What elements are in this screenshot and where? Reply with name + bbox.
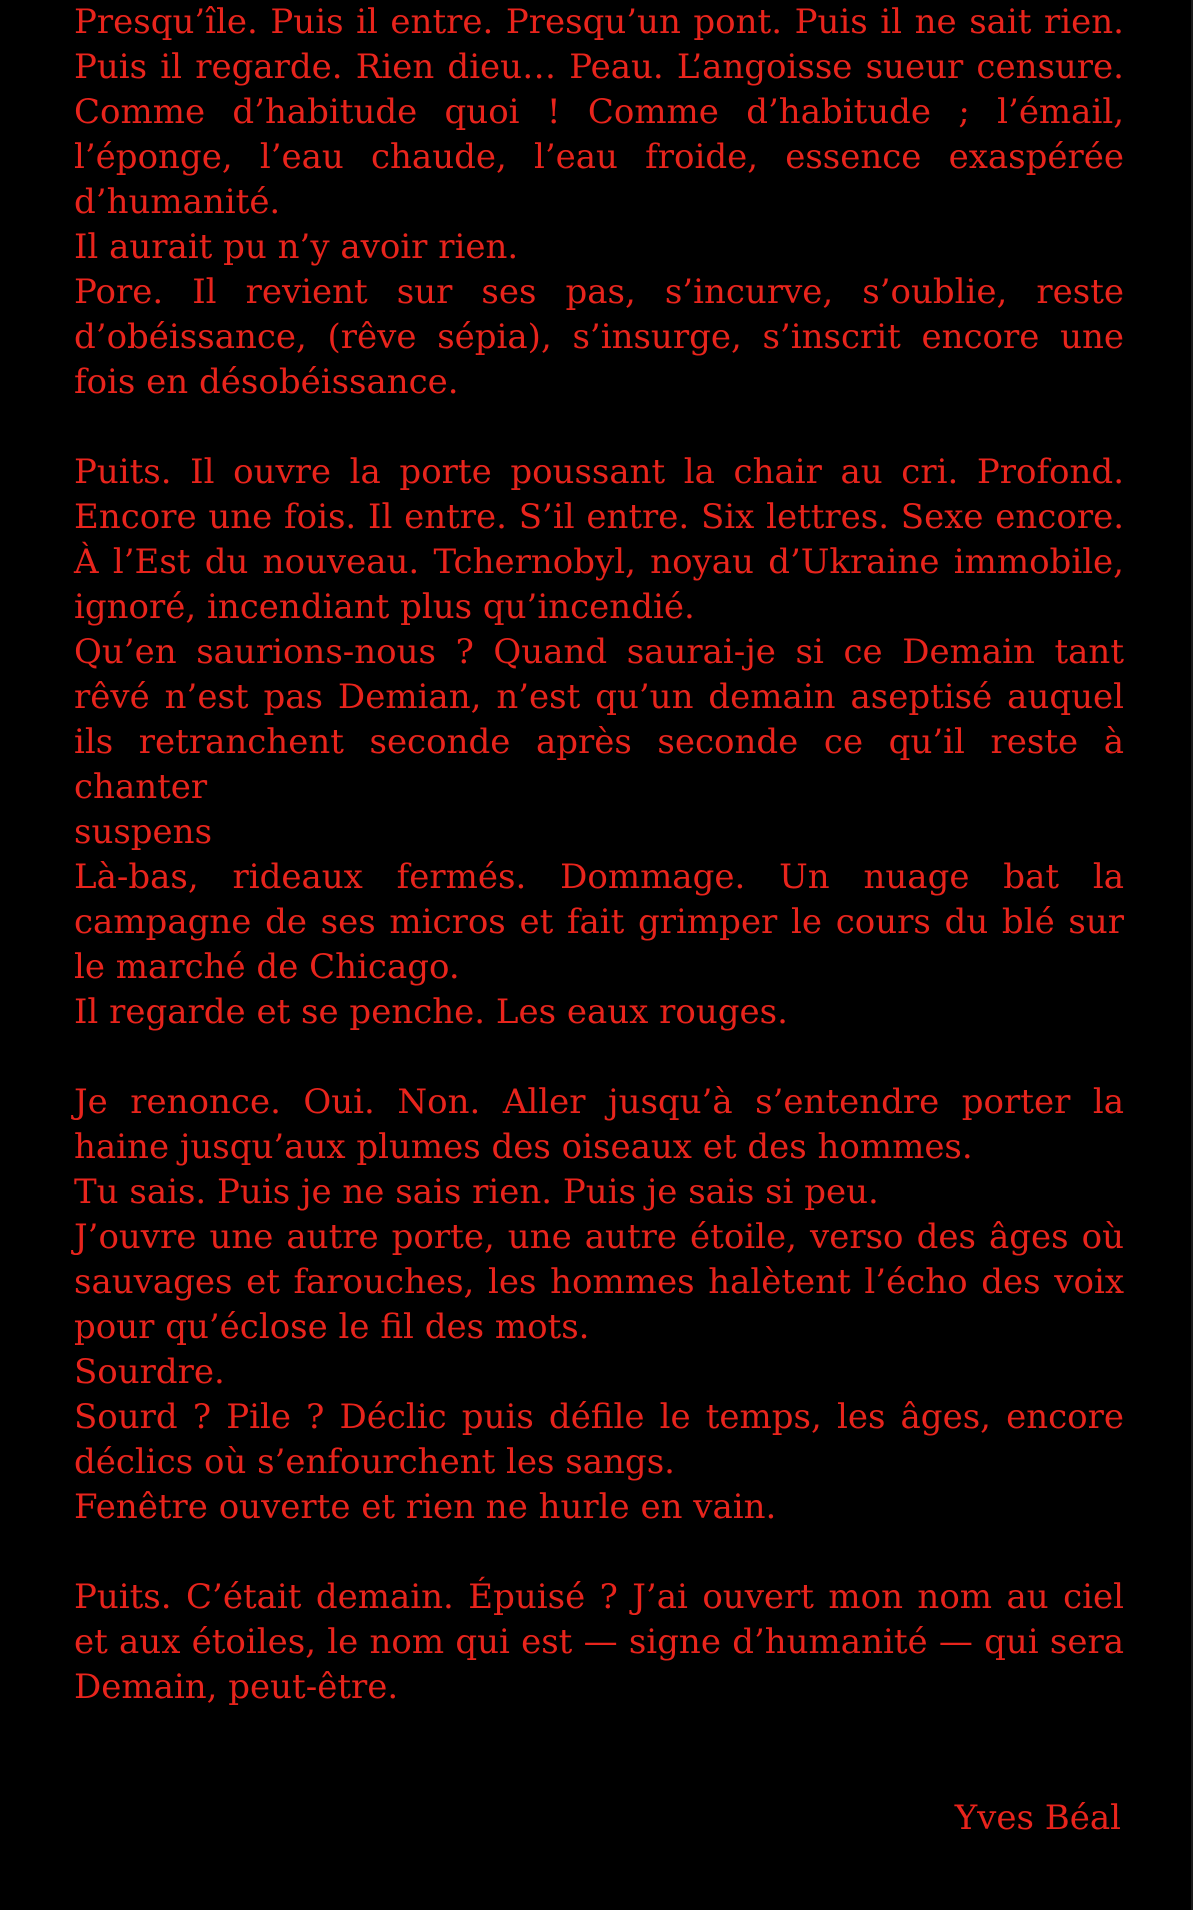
poem-paragraph: Je renonce. Oui. Non. Aller jusqu’à s’entendre porter la haine jusqu’aux plumes des oiseaux et des hommes.	[74, 1082, 1124, 1167]
poem-paragraph: suspens	[74, 812, 213, 852]
poem-paragraph: Il regarde et se penche. Les eaux rouges.	[74, 992, 788, 1032]
author-signature: Yves Béal	[954, 1798, 1121, 1838]
poem-paragraph: Presqu’île. Puis il entre. Presqu’un pont. Puis il ne sait rien. Puis il regarde. Rien dieu… Peau. L’angoisse sueur censure. Comme d’habitude quoi ! Comme d’habitude ; l’émail, l’éponge, l’eau chaude, l’eau froide, essence exaspérée d’humanité.	[74, 2, 1124, 222]
poem-paragraph: Tu sais. Puis je ne sais rien. Puis je sais si peu.	[74, 1172, 879, 1212]
stanza-break	[74, 1530, 1124, 1575]
stanza-break	[74, 1035, 1124, 1080]
stanza-break	[74, 405, 1124, 450]
poem-paragraph: Sourd ? Pile ? Déclic puis défile le temps, les âges, encore déclics où s’enfourchent les sangs.	[74, 1397, 1124, 1482]
poem-paragraph: Là-bas, rideaux fermés. Dommage. Un nuage bat la campagne de ses micros et fait grimper le cours du blé sur le marché de Chicago.	[74, 857, 1124, 987]
poem-paragraph: Qu’en saurions-nous ? Quand saurai-je si ce Demain tant rêvé n’est pas Demian, n’est qu’un demain aseptisé auquel ils retranchent seconde après seconde ce qu’il reste à chanter	[74, 632, 1124, 807]
poem-paragraph: Il aurait pu n’y avoir rien.	[74, 227, 519, 267]
poem-paragraph: Puits. C’était demain. Épuisé ? J’ai ouvert mon nom au ciel et aux étoiles, le nom qui est — signe d’humanité — qui sera Demain, peut-être.	[74, 1577, 1124, 1707]
poem-paragraph: Sourdre.	[74, 1352, 225, 1392]
poem-body	[74, 0, 1124, 1710]
poem-paragraph: Fenêtre ouverte et rien ne hurle en vain.	[74, 1487, 777, 1527]
poem-paragraph: Pore. Il revient sur ses pas, s’incurve, s’oublie, reste d’obéissance, (rêve sépia), s’insurge, s’inscrit encore une fois en désobéissance.	[74, 272, 1124, 402]
poem-paragraph: J’ouvre une autre porte, une autre étoile, verso des âges où sauvages et farouches, les hommes halètent l’écho des voix pour qu’éclose le fil des mots.	[74, 1217, 1124, 1347]
poem-paragraph: Puits. Il ouvre la porte poussant la chair au cri. Profond. Encore une fois. Il entre. S’il entre. Six lettres. Sexe encore. À l’Est du nouveau. Tchernobyl, noyau d’Ukraine immobile, ignoré, incendiant plus qu’incendié.	[74, 452, 1124, 627]
